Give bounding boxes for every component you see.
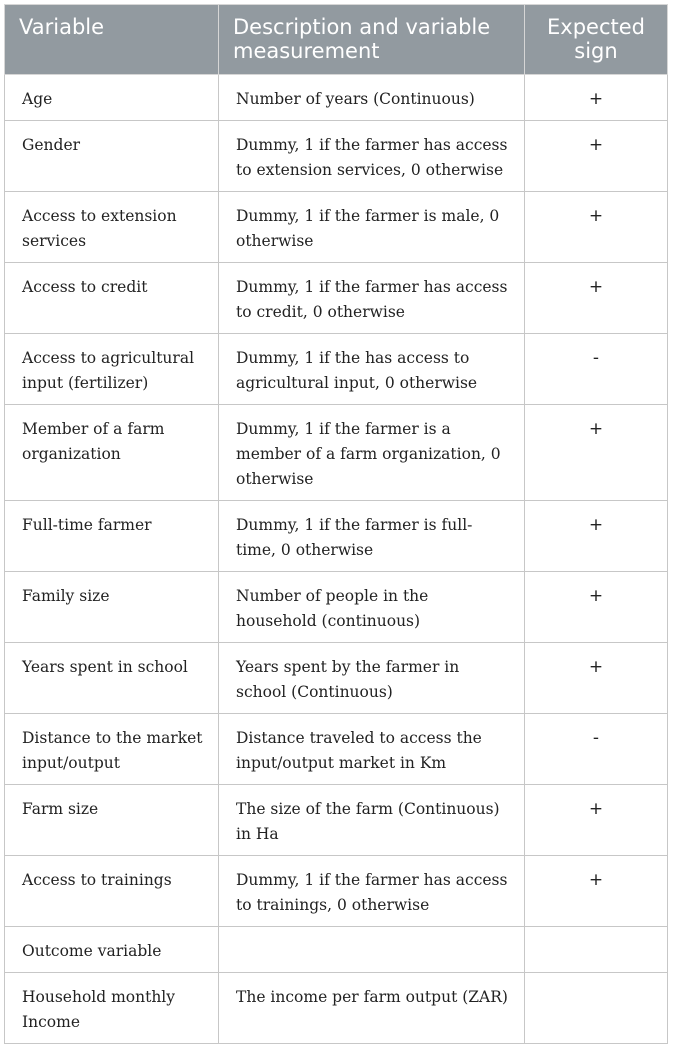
cell-variable: Full-time farmer: [5, 501, 219, 572]
cell-description: Dummy, 1 if the farmer is a member of a farm organization, 0 otherwise: [219, 405, 525, 501]
cell-description: Distance traveled to access the input/output market in Km: [219, 714, 525, 785]
cell-variable: Family size: [5, 572, 219, 643]
cell-sign: +: [525, 856, 668, 927]
cell-description: The size of the farm (Continuous) in Ha: [219, 785, 525, 856]
cell-variable: Member of a farm organization: [5, 405, 219, 501]
table-row: [5, 121, 668, 192]
table-row: [5, 263, 668, 334]
cell-description: Dummy, 1 if the farmer is male, 0 otherwise: [219, 192, 525, 263]
cell-variable: Age: [5, 75, 219, 121]
cell-sign: +: [525, 785, 668, 856]
table-row: [5, 785, 668, 856]
table-row: [5, 405, 668, 501]
cell-variable: Distance to the market input/output: [5, 714, 219, 785]
cell-variable: Access to credit: [5, 263, 219, 334]
table-row: [5, 501, 668, 572]
cell-sign: -: [525, 714, 668, 785]
cell-description: Dummy, 1 if the has access to agricultural input, 0 otherwise: [219, 334, 525, 405]
cell-description: Dummy, 1 if the farmer has access to extension services, 0 otherwise: [219, 121, 525, 192]
cell-sign: +: [525, 405, 668, 501]
cell-description: The income per farm output (ZAR): [219, 973, 525, 1044]
cell-variable: Access to extension services: [5, 192, 219, 263]
cell-description: Number of people in the household (continuous): [219, 572, 525, 643]
table-row: [5, 572, 668, 643]
cell-variable: Household monthly Income: [5, 973, 219, 1044]
header-description: Description and variable measurement: [219, 5, 525, 75]
cell-sign: +: [525, 121, 668, 192]
cell-variable: Access to agricultural input (fertilizer): [5, 334, 219, 405]
cell-description: [219, 927, 525, 973]
table-row: [5, 714, 668, 785]
table-row: [5, 334, 668, 405]
cell-description: Dummy, 1 if the farmer has access to credit, 0 otherwise: [219, 263, 525, 334]
cell-description: Dummy, 1 if the farmer has access to trainings, 0 otherwise: [219, 856, 525, 927]
table-row: [5, 192, 668, 263]
cell-sign: +: [525, 192, 668, 263]
table-row: [5, 927, 668, 973]
cell-sign: +: [525, 263, 668, 334]
cell-sign: +: [525, 572, 668, 643]
cell-description: Number of years (Continuous): [219, 75, 525, 121]
cell-variable: Outcome variable: [5, 927, 219, 973]
cell-sign: [525, 973, 668, 1044]
table-row: [5, 973, 668, 1044]
header-row: [5, 5, 668, 75]
table-row: [5, 643, 668, 714]
cell-variable: Years spent in school: [5, 643, 219, 714]
cell-description: Dummy, 1 if the farmer is full-time, 0 otherwise: [219, 501, 525, 572]
cell-variable: Farm size: [5, 785, 219, 856]
cell-sign: -: [525, 334, 668, 405]
cell-sign: [525, 927, 668, 973]
header-expected-sign: Expected sign: [525, 5, 668, 75]
cell-sign: +: [525, 643, 668, 714]
cell-sign: +: [525, 501, 668, 572]
variables-table: [4, 4, 668, 1044]
table-row: [5, 75, 668, 121]
table-row: [5, 856, 668, 927]
cell-sign: +: [525, 75, 668, 121]
header-variable: Variable: [5, 5, 219, 75]
cell-variable: Access to trainings: [5, 856, 219, 927]
cell-description: Years spent by the farmer in school (Continuous): [219, 643, 525, 714]
cell-variable: Gender: [5, 121, 219, 192]
